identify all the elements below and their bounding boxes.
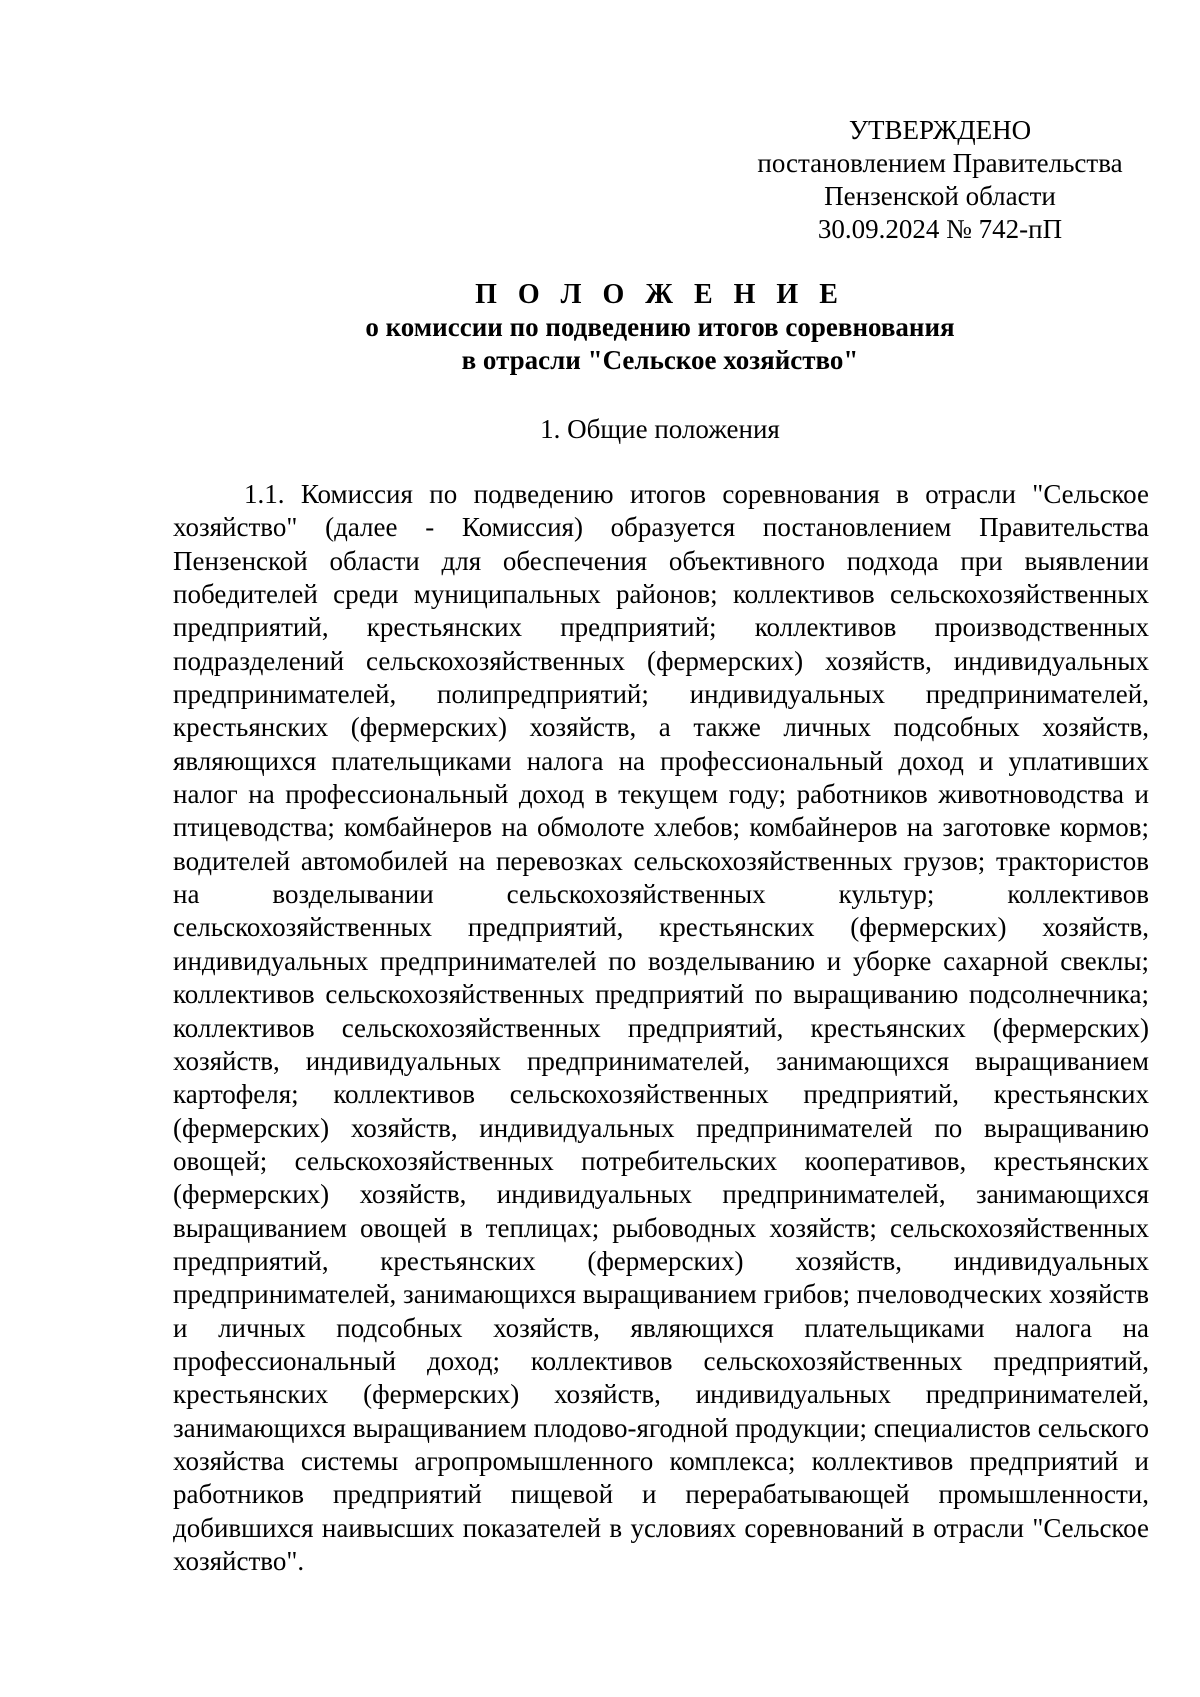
approval-region: Пензенской области <box>824 181 1056 211</box>
document-subtitle-line2: в отрасли "Сельское хозяйство" <box>461 345 859 375</box>
paragraph-1-1: 1.1. Комиссия по подведению итогов соревнования в отрасли "Сельское хозяйство" (далее - Комиссия) образуется постановлением Правительства Пензенской области для обеспечения объективного подхода при выявлении победителей среди муниципальных районов; коллективов сельскохозяйственных предприятий, крестьянских предприятий; коллективов производственных подразделений сельскохозяйственных (фермерских) хозяйств, индивидуальных предпринимателей, полипредприятий; индивидуальных предпринимателей, крестьянских (фермерских) хозяйств, а также личных подсобных хозяйств, являющихся плательщиками налога на профессиональный доход и уплативших налог на профессиональный доход в текущем году; работников животноводства и птицеводства; комбайнеров на обмолоте хлебов; комбайнеров на заготовке кормов; водителей автомобилей на перевозках сельскохозяйственных грузов; трактористов на возделывании сельскохозяйственных культур; коллективов сельскохозяйственных предприятий, крестьянских (фермерских) хозяйств, индивидуальных предпринимателей по возделыванию и уборке сахарной свеклы; коллективов сельскохозяйственных предприятий по выращиванию подсолнечника; коллективов сельскохозяйственных предприятий, крестьянских (фермерских) хозяйств, индивидуальных предпринимателей, занимающихся выращиванием картофеля; коллективов сельскохозяйственных предприятий, крестьянских (фермерских) хозяйств, индивидуальных предпринимателей по выращиванию овощей; сельскохозяйственных потребительских кооперативов, крестьянских (фермерских) хозяйств, индивидуальных предпринимателей, занимающихся выращиванием овощей в теплицах; рыбоводных хозяйств; сельскохозяйственных предприятий, крестьянских (фермерских) хозяйств, индивидуальных предпринимателей, занимающихся выращиванием грибов; пчеловодческих хозяйств и личных подсобных хозяйств, являющихся плательщиками налога на профессиональный доход; коллективов сельскохозяйственных предприятий, крестьянских (фермерских) хозяйств, индивидуальных предпринимателей, занимающихся выращиванием плодово-ягодной продукции; специалистов сельского хозяйства системы агропромышленного комплекса; коллективов предприятий и работников предприятий пищевой и перерабатывающей промышленности, добившихся наивысших показателей в условиях соревнований в отрасли "Сельское хозяйство". <box>173 479 1149 1576</box>
approval-status: УТВЕРЖДЕНО <box>848 115 1032 145</box>
section-title: 1. Общие положения <box>540 414 780 444</box>
approval-stamp <box>740 114 1140 246</box>
approval-date-number: 30.09.2024 № 742-пП <box>817 214 1063 244</box>
document-title: П О Л О Ж Е Н И Е <box>475 279 845 310</box>
approval-authority: постановлением Правительства <box>757 148 1123 178</box>
document-subtitle-line1: о комиссии по подведению итогов соревнования <box>365 312 955 342</box>
document-heading <box>170 278 1150 377</box>
